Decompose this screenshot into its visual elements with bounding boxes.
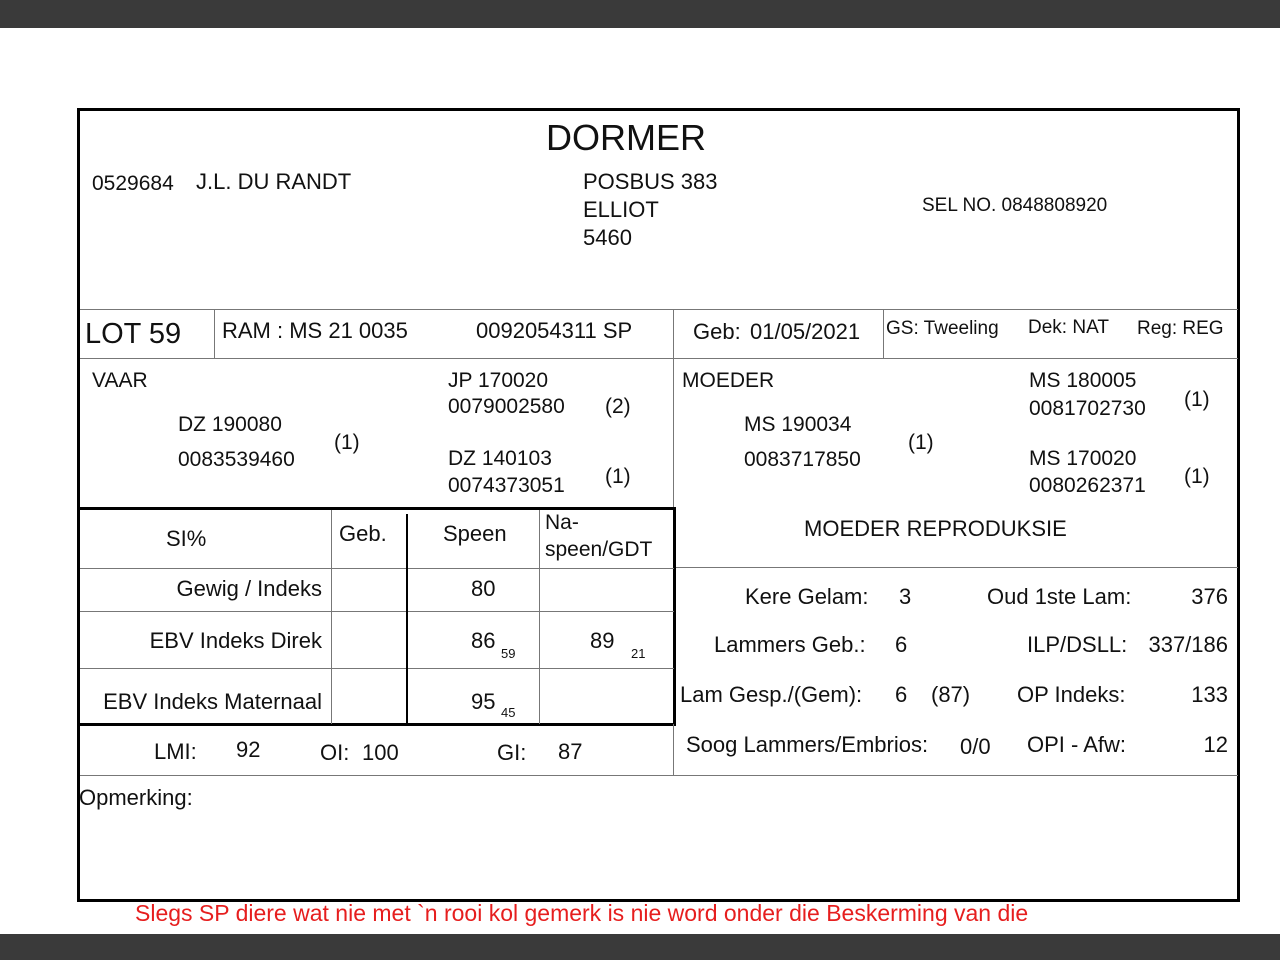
divider — [883, 309, 884, 358]
op-index-value: 133 — [1191, 682, 1228, 707]
divider — [80, 611, 674, 612]
divider — [80, 668, 674, 669]
address-line-3: 5460 — [583, 225, 632, 250]
divider — [406, 514, 408, 724]
sel-number: SEL NO. 0848808920 — [922, 195, 1108, 216]
ebv-maternal-weaning-accuracy: 45 — [501, 705, 516, 720]
lambs-born-label: Lammers Geb.: — [714, 632, 866, 657]
dam-id: 0083717850 — [744, 448, 861, 471]
age-first-lamb-label: Oud 1ste Lam: — [987, 584, 1132, 609]
dam-dam-id: 0080262371 — [1029, 474, 1146, 497]
dam-progeny-count: (1) — [908, 431, 934, 454]
dam-dam-count: (1) — [1184, 465, 1210, 488]
lmi-label: LMI: — [154, 739, 197, 764]
mating-type: Dek: NAT — [1028, 317, 1109, 338]
sire-registration: DZ 190080 — [178, 413, 282, 436]
weight-index-weaning: 80 — [471, 576, 496, 601]
breeder-name: J.L. DU RANDT — [196, 169, 352, 194]
dam-registration: MS 190034 — [744, 413, 852, 436]
sire-sire-registration: JP 170020 — [448, 369, 549, 392]
ilp-dsll-label: ILP/DSLL: — [1027, 632, 1128, 657]
divider — [673, 309, 674, 509]
post-weaning-header-2: speen/GDT — [545, 538, 653, 561]
ram-id: 0092054311 SP — [476, 318, 633, 343]
oi-label: OI: — [320, 740, 350, 765]
si-header: SI% — [166, 526, 207, 551]
ilp-dsll-value: 337/186 — [1148, 632, 1228, 657]
lambs-weaned-label: Lam Gesp./(Gem): — [680, 682, 863, 707]
divider — [80, 309, 1238, 310]
birth-label: Geb: — [693, 319, 741, 344]
suckling-lambs-label: Soog Lammers/Embrios: — [686, 732, 929, 757]
ebv-direct-post-weaning: 89 — [590, 628, 615, 653]
dam-section-label: MOEDER — [682, 369, 775, 392]
address-line-1: POSBUS 383 — [583, 169, 718, 194]
birth-date: 01/05/2021 — [750, 319, 861, 344]
divider — [539, 510, 540, 724]
birth-header: Geb. — [339, 521, 387, 546]
sire-sire-count: (2) — [605, 395, 631, 418]
divider — [214, 309, 215, 358]
opi-deviation-value: 12 — [1203, 732, 1228, 757]
dam-sire-count: (1) — [1184, 388, 1210, 411]
divider — [80, 775, 1238, 776]
lot-number: LOT 59 — [85, 318, 182, 350]
times-lambed-value: 3 — [899, 584, 912, 609]
dam-sire-id: 0081702730 — [1029, 397, 1146, 420]
card-frame — [77, 108, 1240, 902]
breed-title: DORMER — [546, 117, 706, 158]
lambs-born-value: 6 — [895, 632, 908, 657]
ebv-direct-post-weaning-accuracy: 21 — [631, 646, 646, 661]
bottom-bar — [0, 934, 1280, 960]
dam-dam-registration: MS 170020 — [1029, 447, 1137, 470]
weaning-header: Speen — [443, 521, 507, 546]
suckling-lambs-value: 0/0 — [960, 734, 991, 759]
row-label-ebv-direct: EBV Indeks Direk — [149, 628, 322, 653]
registration-status: Reg: REG — [1137, 318, 1224, 339]
sire-sire-id: 0079002580 — [448, 395, 565, 418]
oi-value: 100 — [362, 740, 399, 765]
opi-deviation-label: OPI - Afw: — [1027, 732, 1127, 757]
post-weaning-header-1: Na- — [545, 511, 579, 534]
gi-value: 87 — [558, 739, 583, 764]
sire-dam-count: (1) — [605, 465, 631, 488]
lmi-value: 92 — [236, 737, 261, 762]
ebv-direct-weaning: 86 — [471, 628, 496, 653]
gi-label: GI: — [497, 740, 527, 765]
ebv-maternal-weaning: 95 — [471, 689, 496, 714]
lambs-weaned-average: (87) — [931, 682, 971, 707]
sire-progeny-count: (1) — [334, 431, 360, 454]
address-line-2: ELLIOT — [583, 197, 659, 222]
divider — [676, 567, 1238, 568]
times-lambed-label: Kere Gelam: — [745, 584, 869, 609]
sire-dam-registration: DZ 140103 — [448, 447, 552, 470]
divider — [80, 358, 1238, 359]
ebv-direct-weaning-accuracy: 59 — [501, 646, 516, 661]
reproduction-title: MOEDER REPRODUKSIE — [804, 516, 1067, 541]
dam-sire-registration: MS 180005 — [1029, 369, 1137, 392]
row-label-weight-index: Gewig / Indeks — [176, 576, 322, 601]
lambs-weaned-value: 6 — [895, 682, 908, 707]
divider — [80, 568, 674, 569]
sire-id: 0083539460 — [178, 448, 295, 471]
sire-section-label: VAAR — [92, 369, 148, 392]
op-index-label: OP Indeks: — [1017, 682, 1126, 707]
top-bar — [0, 0, 1280, 28]
remarks-label: Opmerking: — [79, 785, 193, 810]
ram-registration: RAM : MS 21 0035 — [222, 318, 408, 343]
divider — [673, 724, 674, 775]
sire-dam-id: 0074373051 — [448, 474, 565, 497]
breeder-code: 0529684 — [92, 172, 174, 195]
age-first-lamb-value: 376 — [1191, 584, 1228, 609]
divider — [331, 510, 332, 724]
row-label-ebv-maternal: EBV Indeks Maternaal — [103, 689, 322, 714]
birth-status: GS: Tweeling — [886, 318, 999, 339]
footer-note: Slegs SP diere wat nie met `n rooi kol gemerk is nie word onder die Beskerming van die — [135, 900, 1029, 926]
